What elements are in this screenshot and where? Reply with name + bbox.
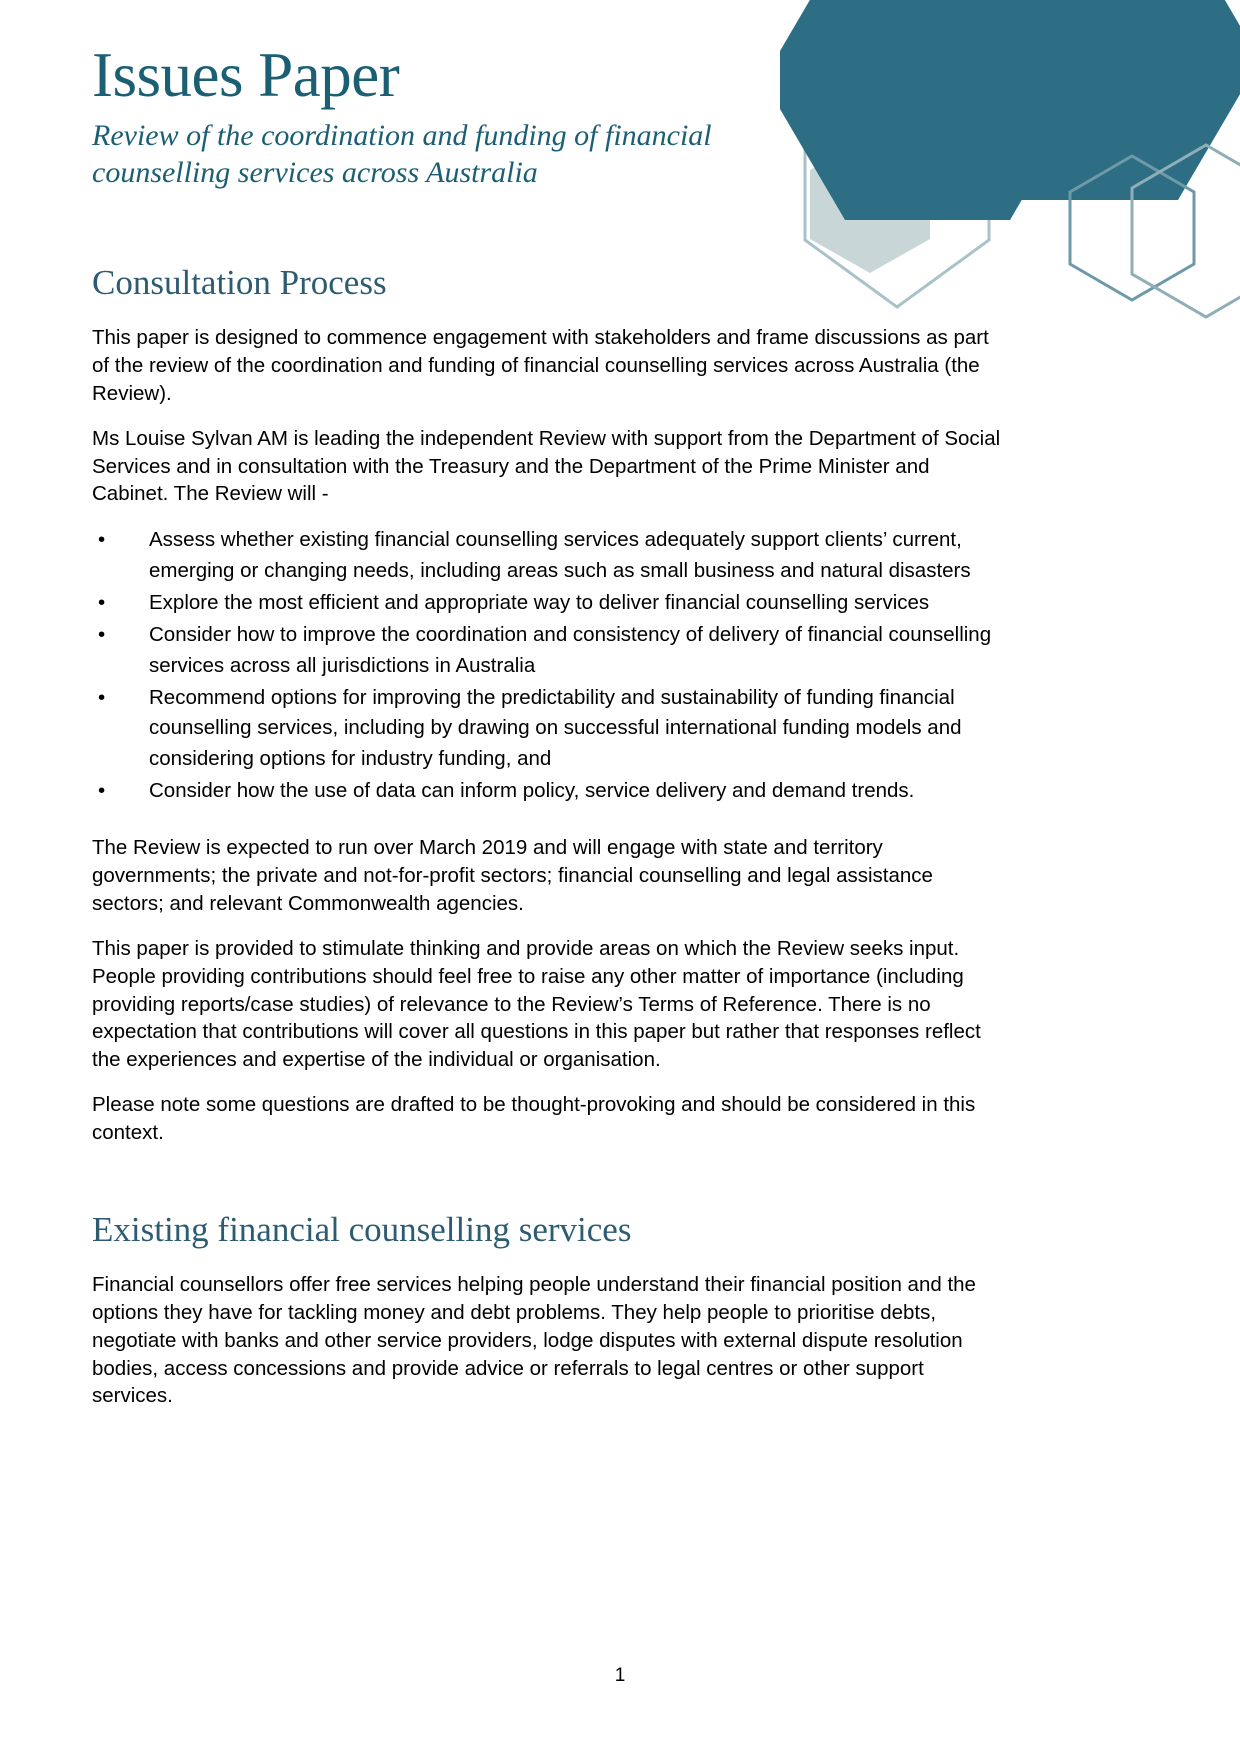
section-consultation-process [92,262,1004,1147]
list-item [92,683,1004,774]
bullet-icon: • [98,685,106,709]
paragraph: Ms Louise Sylvan AM is leading the independent Review with support from the Department of Social Services and in consultation with the Treasury and the Department of the Prime Minister and Cabinet. The Review will - [92,426,1001,506]
bullet-icon: • [98,623,106,647]
list-item-label: Consider how to improve the coordination and consistency of delivery of financial counselling services across all jurisdictions in Australia [149,623,992,677]
review-objectives-list [92,525,1004,806]
bullet-icon: • [98,528,106,552]
list-item [92,525,1004,586]
list-item [92,620,1004,681]
spacer [92,808,1004,834]
paragraph: This paper is designed to commence engagement with stakeholders and frame discussions as part of the review of the coordination and funding of financial counselling services across Australia (the Review). [92,326,989,405]
masthead [92,42,852,191]
paragraph: Please note some questions are drafted to be thought-provoking and should be considered in this context. [92,1093,976,1145]
paragraph: Financial counsellors offer free services helping people understand their financial position and the options they have for tackling money and debt problems. They help people to prioritise debts, negotiate with banks and other service providers, lodge disputes with external dispute resolution bodies, access concessions and provide advice or referrals to legal centres or other support services. [92,1272,976,1408]
page-subtitle: Review of the coordination and funding of financial counselling services across Australia [92,119,712,189]
section-heading-consultation-process: Consultation Process [92,263,387,302]
list-item-label: Explore the most efficient and appropriate way to deliver financial counselling services [149,590,930,614]
list-item-label: Recommend options for improving the predictability and sustainability of funding financial counselling services, including by drawing on successful international funding models and considering options for industry funding, and [149,685,962,770]
page-title: Issues Paper [92,40,400,110]
list-item [92,776,1004,806]
hexagon-outline-far [1132,145,1240,317]
section-existing-financial-counselling-services [92,1209,1004,1410]
section-heading-existing-services: Existing financial counselling services [92,1209,632,1249]
document-body [92,262,1004,1427]
page-number: 1 [614,1665,626,1686]
bullet-icon: • [98,778,106,802]
list-item [92,588,1004,618]
paragraph: This paper is provided to stimulate thinking and provide areas on which the Review seeks input. People providing contributions should feel free to raise any other matter of importance (including providing reports/case studies) of relevance to the Review’s Terms of Reference. There is no expectation that contributions will cover all questions in this paper but rather that responses reflect the experiences and expertise of the individual or organisation. [92,936,981,1072]
list-item-label: Consider how the use of data can inform policy, service delivery and demand trends. [149,778,915,802]
hexagon-solid-secondary [931,0,1240,200]
paragraph: The Review is expected to run over March 2019 and will engage with state and territory governments; the private and not-for-profit sectors; financial counselling and legal assistance sectors; and relevant Commonwealth agencies. [92,836,933,915]
hexagon-outline-small [1070,156,1194,300]
list-item-label: Assess whether existing financial counselling services adequately support clients’ current, emerging or changing needs, including areas such as small business and natural disasters [149,528,971,582]
bullet-icon: • [98,590,106,614]
